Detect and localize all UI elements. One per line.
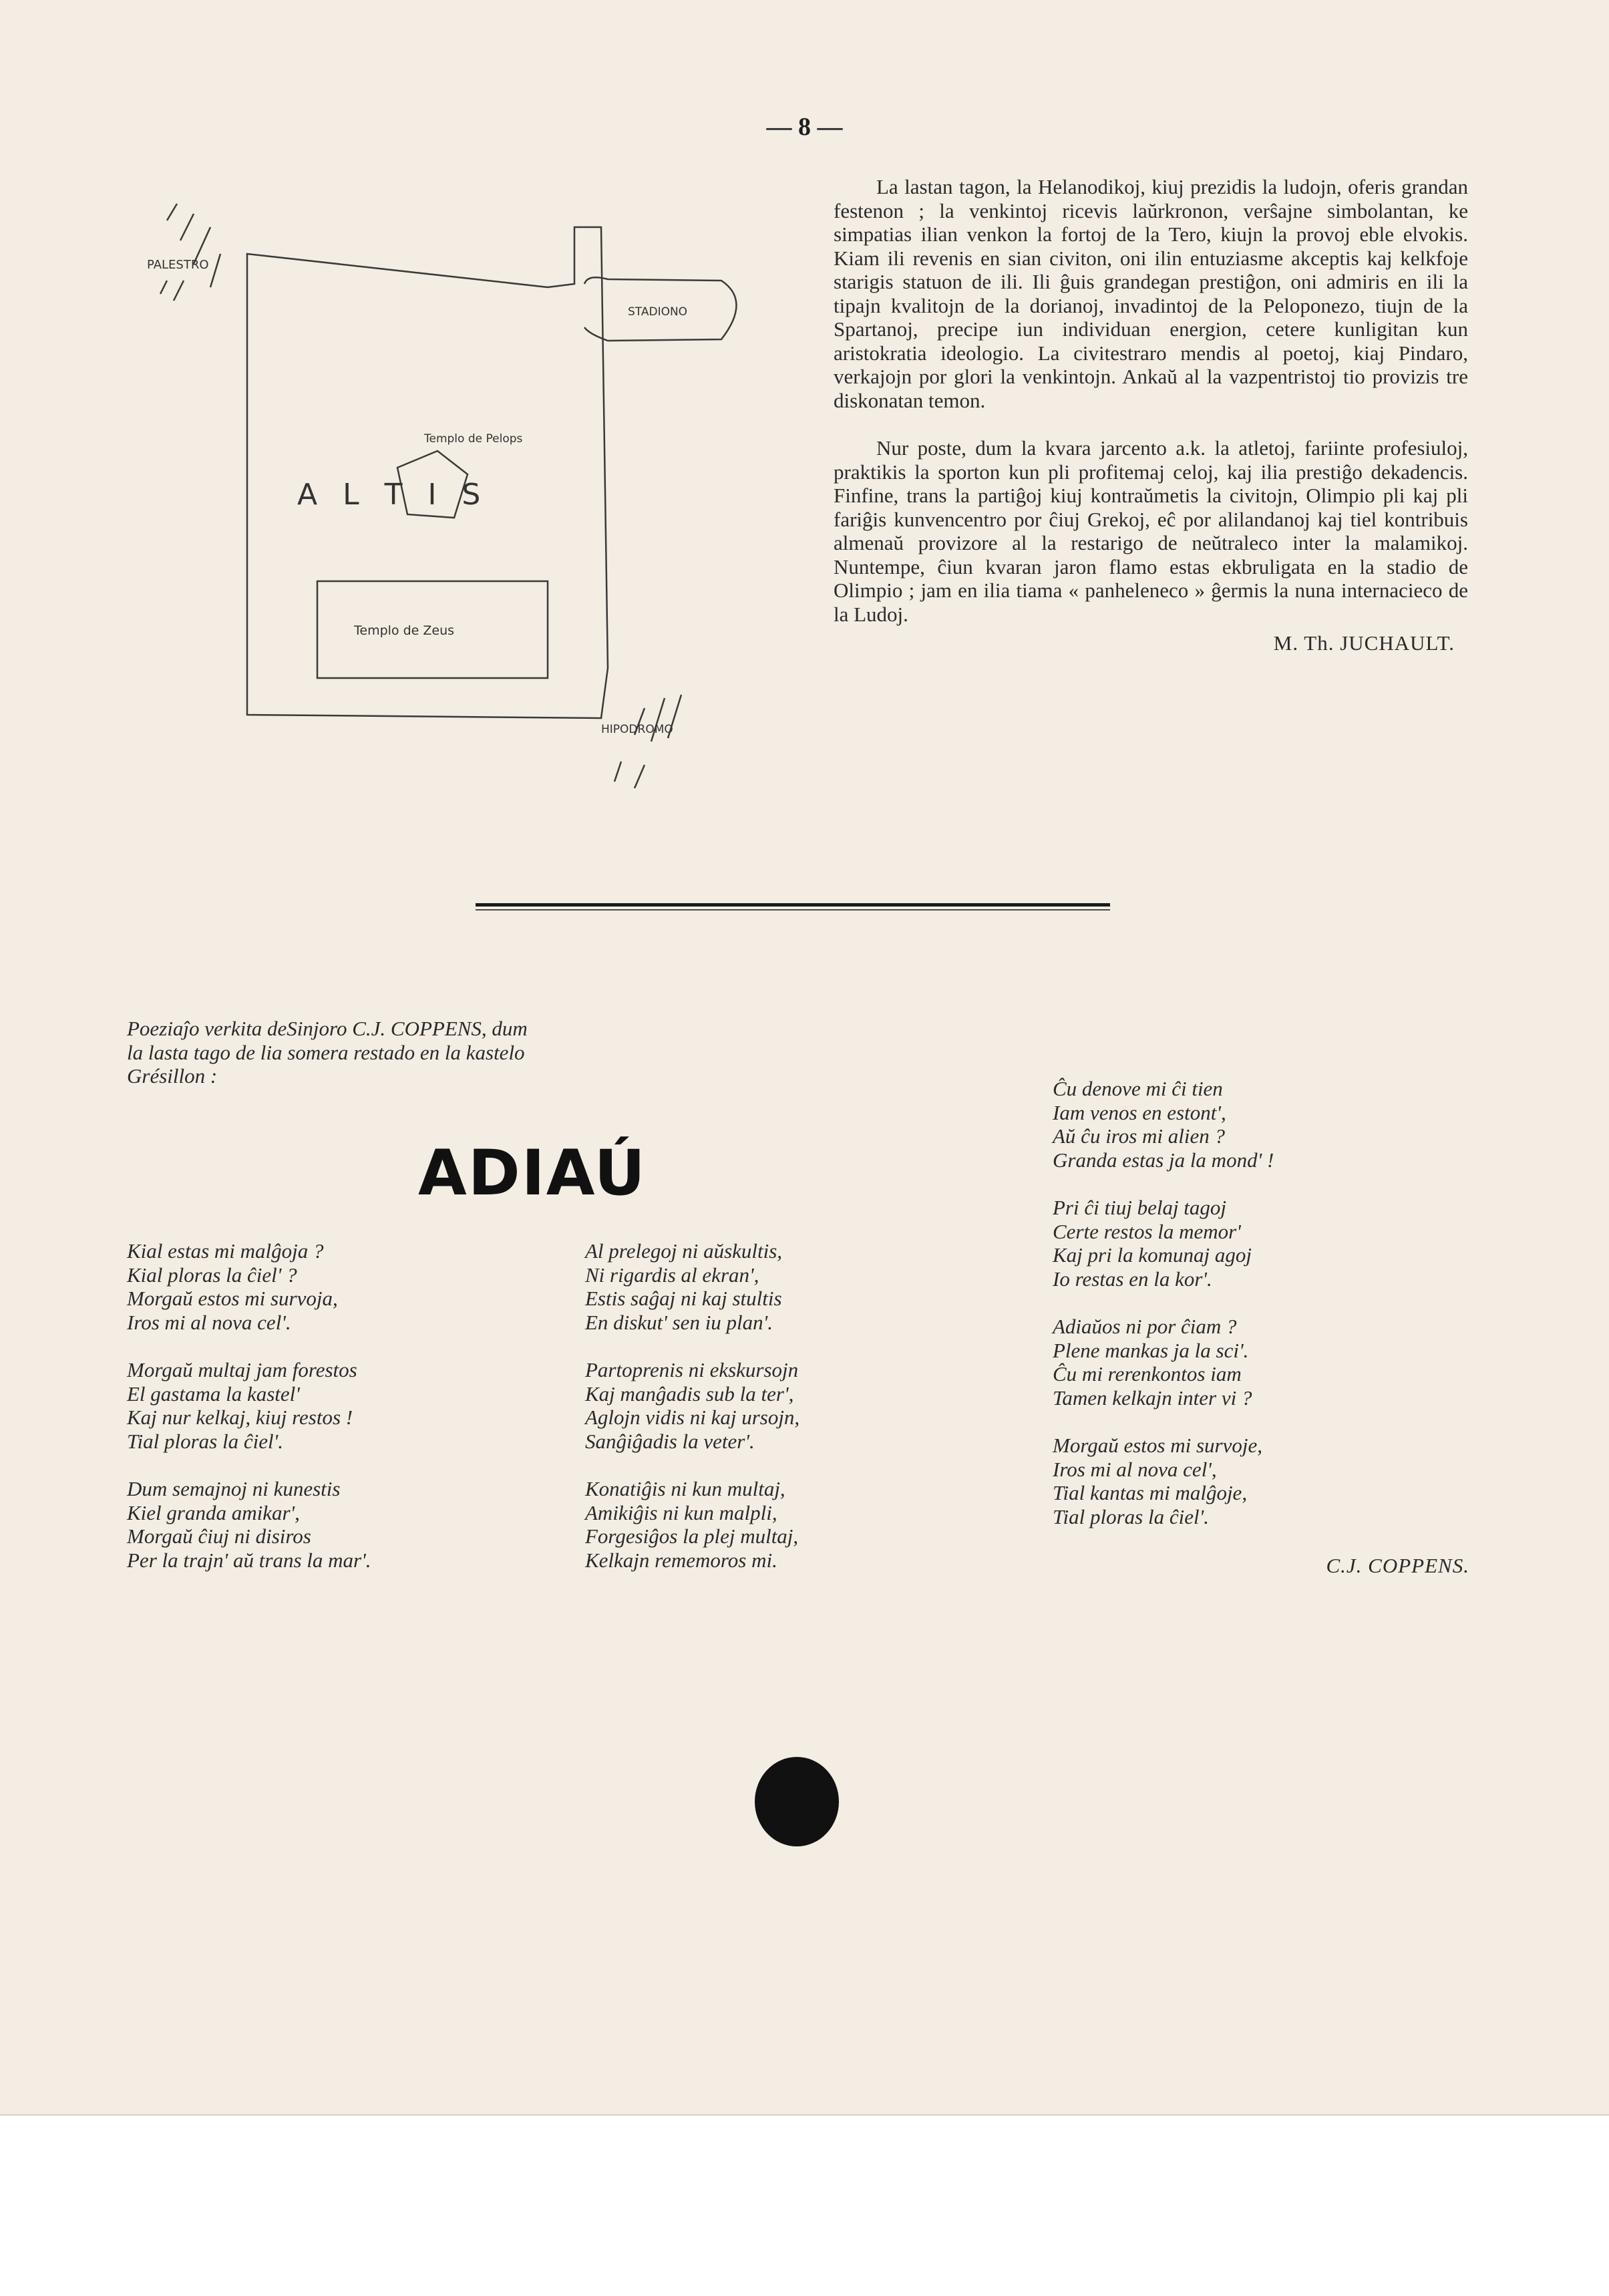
poem-stanza — [585, 1477, 959, 1572]
poem-line: Partoprenis ni ekskursojn — [585, 1358, 799, 1381]
poem-intro-line: la lasta tago de lia somera restado en la kastelo — [127, 1040, 525, 1064]
poem-line: Kiel granda amikar', — [127, 1500, 300, 1524]
poem-intro — [127, 1017, 761, 1088]
poem-line: Kaj pri la komunaj agoj — [1053, 1243, 1252, 1267]
poem-line: Tamen kelkajn inter vi ? — [1053, 1385, 1252, 1410]
poem-line: Tial ploras la ĉiel'. — [1053, 1504, 1209, 1528]
poem-line: Aglojn vidis ni kaj ursojn, — [585, 1406, 800, 1429]
poem-stanza — [1053, 1196, 1467, 1291]
poem-stanza — [1053, 1315, 1467, 1410]
poem-line: Per la trajn' aŭ trans la mar'. — [127, 1548, 371, 1572]
section-divider-thin — [476, 909, 1110, 911]
poem-line: Ni rigardis al ekran', — [585, 1263, 759, 1287]
poem-title: ADIAÚ — [418, 1137, 647, 1210]
poem-stanza — [1053, 1434, 1467, 1528]
poem-line: Morgaŭ ĉiuj ni disiros — [127, 1524, 311, 1548]
poem-column-2 — [585, 1239, 959, 1596]
map-label-templo-pelops: Templo de Pelops — [424, 432, 523, 446]
poem-line: Sanĝiĝadis la veter'. — [585, 1429, 755, 1453]
poem-line: Morgaŭ estos mi survoja, — [127, 1287, 338, 1310]
map-label-stadiono: STADIONO — [628, 305, 688, 319]
poem-line: Iros mi al nova cel'. — [127, 1310, 291, 1334]
poem-line: Kelkajn rememoros mi. — [585, 1548, 777, 1572]
poem-line: Al prelegoj ni aŭskultis, — [585, 1239, 783, 1263]
article-paragraph: La lastan tagon, la Helanodikoj, kiuj prezidis la ludojn, oferis grandan festenon ; la venkintoj ricevis laŭrkronon, verŝajne simbolantan, ke simpatias ilian venkon la fortoj de la Tero, kiujn la provoj eble elvokis. Kiam ili revenis en sian civiton, oni ilin entuziasme akceptis kaj kelkfoje starigis statuon de ili. Ili ĝuis grandegan prestiĝon, oni admiris en ili la tipajn kvalitojn de la dorianoj, invadintoj de la Peloponezo, tiujn de la Spartanoj, precipe iun individuan energion, cetere kunligitan kun aristokratia ideologio. La civitestraro mendis al poetoj, kiaj Pindaro, verkajojn por glori la venkintojn. Ankaŭ al la vazpentristoj tio provizis tre diskonatan temon. — [834, 175, 1468, 412]
map-label-palestro: PALESTRO — [147, 258, 209, 272]
poem-line: En diskut' sen iu plan'. — [585, 1310, 773, 1334]
map-outline — [247, 227, 608, 718]
poem-stanza — [127, 1358, 501, 1453]
poem-line: Iros mi al nova cel', — [1053, 1457, 1217, 1481]
poem-line: Adiaŭos ni por ĉiam ? — [1053, 1315, 1237, 1338]
poem-column-3 — [1053, 1077, 1467, 1552]
poem-line: Tial ploras la ĉiel'. — [127, 1429, 283, 1453]
poem-column-1 — [127, 1239, 501, 1596]
poem-line: Iam venos en estont', — [1053, 1100, 1226, 1124]
poem-line: Io restas en la kor'. — [1053, 1267, 1212, 1291]
map-label-hipodromo: HIPODROMO — [601, 723, 673, 736]
map-label-altis: A L T I S — [297, 478, 489, 512]
poem-stanza — [585, 1358, 959, 1453]
map-label-templo-zeus: Templo de Zeus — [354, 623, 455, 638]
poem-line: Kaj manĝadis sub la ter', — [585, 1381, 794, 1406]
poem-stanza — [1053, 1077, 1467, 1172]
poem-line: Morgaŭ estos mi survoje, — [1053, 1434, 1262, 1457]
poem-line: Plene mankas ja la sci'. — [1053, 1338, 1249, 1362]
article-paragraph: Nur poste, dum la kvara jarcento a.k. la atletoj, fariinte profesiuloj, praktikis la sporton kun pli profitemaj celoj, kaj ilia prestiĝo dekadencis. Finfine, trans la partiĝoj kiuj kontraŭmetis la civitojn, Olimpio pli kaj pli fariĝis kunvencentro por ĉiuj Grekoj, eĉ por alilandanoj kaj tiel kontribuis almenaŭ provizore al la restarigo de neŭtraleco inter la malamikoj. Nuntempe, ĉiun kvaran jaron flamo estas ekbruligata en la stadio de Olimpio ; jam en ilia tiama « panheleneco » ĝermis la nuna internacieco de la Ludoj. — [834, 436, 1468, 626]
poem-line: Tial kantas mi malĝoje, — [1053, 1481, 1248, 1504]
poem-line: Ĉu mi rerenkontos iam — [1053, 1362, 1242, 1385]
poem-line: Certe restos la memor' — [1053, 1219, 1241, 1243]
poem-line: Aŭ ĉu iros mi alien ? — [1053, 1124, 1226, 1148]
poem-line: Pri ĉi tiuj belaj tagoj — [1053, 1196, 1227, 1219]
poem-stanza — [585, 1239, 959, 1334]
poem-signature: C.J. COPPENS. — [1326, 1554, 1469, 1577]
olympia-map — [147, 200, 748, 788]
poem-line: Kial ploras la ĉiel' ? — [127, 1263, 297, 1287]
section-divider — [476, 903, 1110, 907]
poem-intro-line: Poeziaĵo verkita deSinjoro C.J. COPPENS, dum — [127, 1017, 528, 1040]
poem-line: Ĉu denove mi ĉi tien — [1053, 1077, 1223, 1100]
page-number: — 8 — — [766, 113, 843, 141]
poem-stanza — [127, 1477, 501, 1572]
poem-line: Amikiĝis ni kun malpli, — [585, 1500, 777, 1524]
article-author: M. Th. JUCHAULT. — [1273, 631, 1455, 655]
poem-line: Dum semajnoj ni kunestis — [127, 1477, 341, 1500]
poem-intro-line: Grésillon : — [127, 1064, 218, 1088]
end-mark-dot — [755, 1757, 839, 1846]
poem-line: Kial estas mi malĝoja ? — [127, 1239, 324, 1263]
poem-line: El gastama la kastel' — [127, 1381, 300, 1406]
poem-line: Granda estas ja la mond' ! — [1053, 1148, 1274, 1172]
poem-line: Morgaŭ multaj jam forestos — [127, 1358, 357, 1381]
article-text — [834, 175, 1468, 655]
poem-line: Estis saĝaj ni kaj stultis — [585, 1287, 782, 1310]
poem-line: Konatiĝis ni kun multaj, — [585, 1477, 785, 1500]
poem-line: Kaj nur kelkaj, kiuj restos ! — [127, 1406, 353, 1429]
poem-stanza — [127, 1239, 501, 1334]
poem-line: Forgesiĝos la plej multaj, — [585, 1524, 799, 1548]
